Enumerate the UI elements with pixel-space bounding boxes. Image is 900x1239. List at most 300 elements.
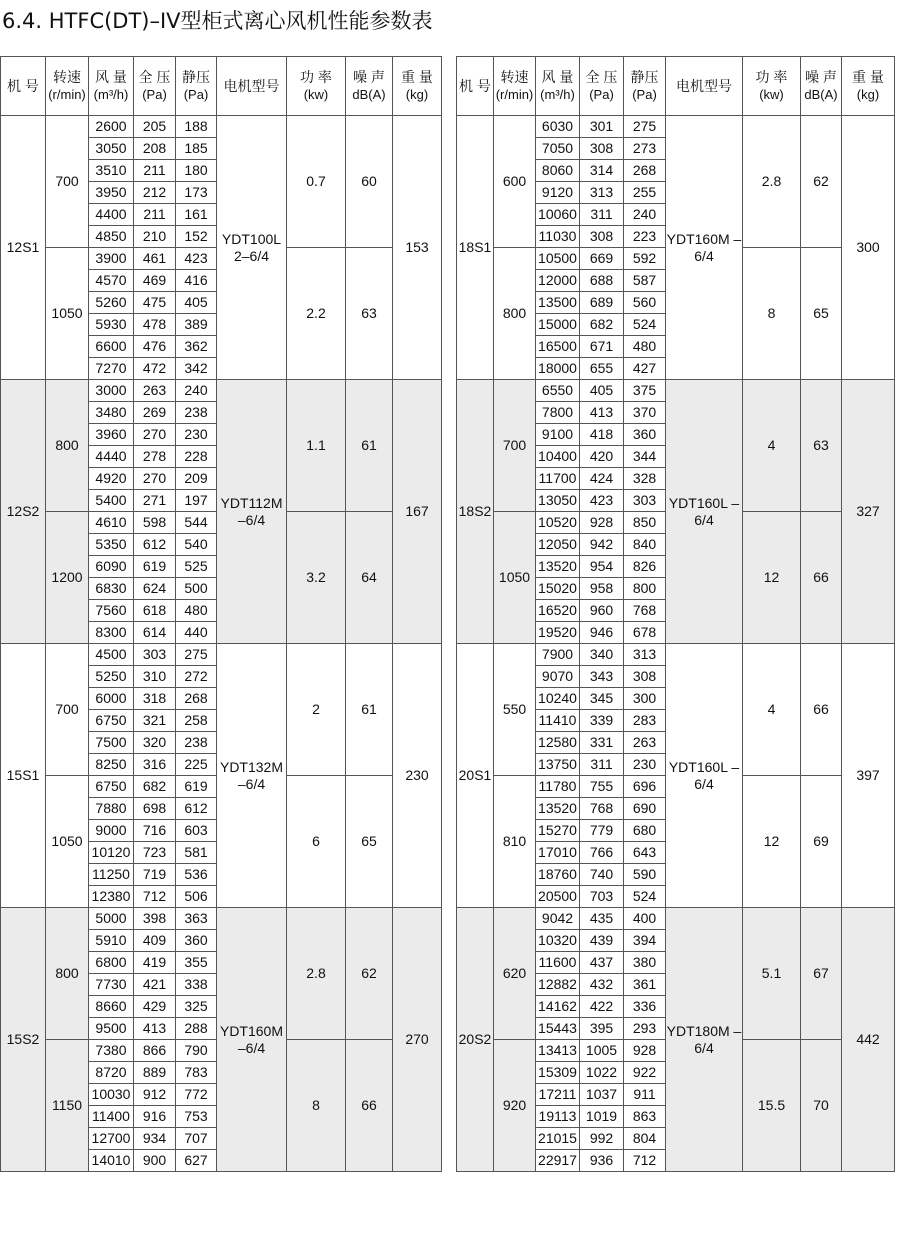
model-cell: 15S2	[1, 908, 46, 1172]
static-pressure-cell: 362	[176, 336, 217, 358]
flow-cell: 8300	[89, 622, 134, 644]
total-pressure-cell: 889	[134, 1062, 176, 1084]
static-pressure-cell: 288	[176, 1018, 217, 1040]
noise-cell: 65	[346, 776, 393, 908]
noise-cell: 69	[801, 776, 842, 908]
total-pressure-cell: 946	[580, 622, 624, 644]
motor-cell: YDT112M –6/4	[217, 380, 287, 644]
noise-cell: 63	[801, 380, 842, 512]
static-pressure-cell: 338	[176, 974, 217, 996]
weight-cell: 397	[842, 644, 895, 908]
static-pressure-cell: 592	[624, 248, 666, 270]
speed-cell: 620	[494, 908, 536, 1040]
total-pressure-cell: 421	[134, 974, 176, 996]
motor-cell: YDT100L 2–6/4	[217, 116, 287, 380]
flow-cell: 6550	[536, 380, 580, 402]
table-row	[1, 908, 442, 930]
total-pressure-cell: 301	[580, 116, 624, 138]
flow-cell: 4400	[89, 204, 134, 226]
flow-cell: 9042	[536, 908, 580, 930]
static-pressure-cell: 360	[624, 424, 666, 446]
flow-cell: 19113	[536, 1106, 580, 1128]
table-row	[1, 380, 442, 402]
header-noise-label: 噪 声	[353, 69, 385, 85]
power-cell: 1.1	[287, 380, 346, 512]
static-pressure-cell: 696	[624, 776, 666, 798]
total-pressure-cell: 413	[580, 402, 624, 424]
static-pressure-cell: 360	[176, 930, 217, 952]
total-pressure-cell: 210	[134, 226, 176, 248]
header-noise	[801, 57, 842, 116]
total-pressure-cell: 208	[134, 138, 176, 160]
weight-cell: 153	[393, 116, 442, 380]
header-static-pressure-label: 静压	[630, 69, 659, 85]
total-pressure-cell: 211	[134, 204, 176, 226]
total-pressure-cell: 1019	[580, 1106, 624, 1128]
total-pressure-cell: 960	[580, 600, 624, 622]
total-pressure-cell: 303	[134, 644, 176, 666]
speed-cell: 1050	[494, 512, 536, 644]
static-pressure-cell: 238	[176, 732, 217, 754]
noise-cell: 64	[346, 512, 393, 644]
total-pressure-cell: 308	[580, 138, 624, 160]
flow-cell: 8660	[89, 996, 134, 1018]
total-pressure-cell: 439	[580, 930, 624, 952]
total-pressure-cell: 716	[134, 820, 176, 842]
static-pressure-cell: 380	[624, 952, 666, 974]
header-motor	[666, 57, 743, 116]
static-pressure-cell: 826	[624, 556, 666, 578]
speed-cell: 800	[46, 908, 89, 1040]
total-pressure-cell: 339	[580, 710, 624, 732]
flow-cell: 11780	[536, 776, 580, 798]
total-pressure-cell: 313	[580, 182, 624, 204]
flow-cell: 5910	[89, 930, 134, 952]
static-pressure-cell: 228	[176, 446, 217, 468]
flow-cell: 18000	[536, 358, 580, 380]
flow-cell: 12380	[89, 886, 134, 908]
total-pressure-cell: 437	[580, 952, 624, 974]
static-pressure-cell: 587	[624, 270, 666, 292]
flow-cell: 7050	[536, 138, 580, 160]
left-parameter-table	[0, 56, 442, 1172]
total-pressure-cell: 936	[580, 1150, 624, 1172]
flow-cell: 12700	[89, 1128, 134, 1150]
flow-cell: 13500	[536, 292, 580, 314]
header-model	[1, 57, 46, 116]
total-pressure-cell: 271	[134, 490, 176, 512]
static-pressure-cell: 300	[624, 688, 666, 710]
header-noise	[346, 57, 393, 116]
header-motor-label: 电机型号	[676, 78, 732, 94]
weight-cell: 230	[393, 644, 442, 908]
flow-cell: 13520	[536, 556, 580, 578]
model-cell: 18S2	[457, 380, 494, 644]
static-pressure-cell: 197	[176, 490, 217, 512]
flow-cell: 6750	[89, 710, 134, 732]
header-noise-label: 噪 声	[805, 69, 837, 85]
total-pressure-cell: 478	[134, 314, 176, 336]
static-pressure-cell: 840	[624, 534, 666, 556]
static-pressure-cell: 263	[624, 732, 666, 754]
flow-cell: 7380	[89, 1040, 134, 1062]
static-pressure-cell: 524	[624, 314, 666, 336]
total-pressure-cell: 278	[134, 446, 176, 468]
total-pressure-cell: 423	[580, 490, 624, 512]
header-model-label: 机 号	[459, 78, 491, 94]
flow-cell: 20500	[536, 886, 580, 908]
flow-cell: 5000	[89, 908, 134, 930]
flow-cell: 11600	[536, 952, 580, 974]
total-pressure-cell: 779	[580, 820, 624, 842]
flow-cell: 14162	[536, 996, 580, 1018]
motor-cell: YDT160L –6/4	[666, 644, 743, 908]
noise-cell: 62	[801, 116, 842, 248]
flow-cell: 16520	[536, 600, 580, 622]
static-pressure-cell: 173	[176, 182, 217, 204]
total-pressure-cell: 340	[580, 644, 624, 666]
static-pressure-cell: 619	[176, 776, 217, 798]
static-pressure-cell: 690	[624, 798, 666, 820]
total-pressure-cell: 418	[580, 424, 624, 446]
noise-cell: 61	[346, 380, 393, 512]
static-pressure-cell: 342	[176, 358, 217, 380]
flow-cell: 5250	[89, 666, 134, 688]
noise-cell: 65	[801, 248, 842, 380]
header-total-pressure-label: 全 压	[138, 69, 171, 85]
static-pressure-cell: 525	[176, 556, 217, 578]
header-weight-label: 重 量	[401, 69, 433, 85]
static-pressure-cell: 544	[176, 512, 217, 534]
total-pressure-cell: 320	[134, 732, 176, 754]
total-pressure-cell: 419	[134, 952, 176, 974]
flow-cell: 7270	[89, 358, 134, 380]
static-pressure-cell: 427	[624, 358, 666, 380]
flow-cell: 14010	[89, 1150, 134, 1172]
header-speed-unit: (r/min)	[495, 87, 534, 102]
header-total-pressure	[134, 57, 176, 116]
total-pressure-cell: 316	[134, 754, 176, 776]
flow-cell: 6750	[89, 776, 134, 798]
static-pressure-cell: 500	[176, 578, 217, 600]
total-pressure-cell: 205	[134, 116, 176, 138]
table-row	[457, 116, 895, 138]
motor-cell: YDT132M –6/4	[217, 644, 287, 908]
power-cell: 12	[743, 512, 801, 644]
static-pressure-cell: 268	[624, 160, 666, 182]
model-cell: 20S2	[457, 908, 494, 1172]
motor-cell: YDT160L –6/4	[666, 380, 743, 644]
total-pressure-cell: 409	[134, 930, 176, 952]
weight-cell: 327	[842, 380, 895, 644]
static-pressure-cell: 272	[176, 666, 217, 688]
flow-cell: 8250	[89, 754, 134, 776]
total-pressure-cell: 422	[580, 996, 624, 1018]
header-flow-label: 风 量	[95, 69, 127, 85]
total-pressure-cell: 900	[134, 1150, 176, 1172]
flow-cell: 12882	[536, 974, 580, 996]
flow-cell: 13520	[536, 798, 580, 820]
total-pressure-cell: 619	[134, 556, 176, 578]
speed-cell: 700	[494, 380, 536, 512]
table-row	[457, 380, 895, 402]
model-cell: 20S1	[457, 644, 494, 908]
flow-cell: 3950	[89, 182, 134, 204]
total-pressure-cell: 475	[134, 292, 176, 314]
speed-cell: 920	[494, 1040, 536, 1172]
power-cell: 12	[743, 776, 801, 908]
speed-cell: 600	[494, 116, 536, 248]
total-pressure-cell: 719	[134, 864, 176, 886]
flow-cell: 3480	[89, 402, 134, 424]
static-pressure-cell: 240	[624, 204, 666, 226]
static-pressure-cell: 325	[176, 996, 217, 1018]
flow-cell: 11030	[536, 226, 580, 248]
static-pressure-cell: 480	[176, 600, 217, 622]
total-pressure-cell: 958	[580, 578, 624, 600]
right-parameter-table	[456, 56, 895, 1172]
static-pressure-cell: 258	[176, 710, 217, 732]
total-pressure-cell: 689	[580, 292, 624, 314]
static-pressure-cell: 394	[624, 930, 666, 952]
static-pressure-cell: 712	[624, 1150, 666, 1172]
header-flow	[536, 57, 580, 116]
static-pressure-cell: 313	[624, 644, 666, 666]
flow-cell: 17211	[536, 1084, 580, 1106]
flow-cell: 3960	[89, 424, 134, 446]
total-pressure-cell: 928	[580, 512, 624, 534]
static-pressure-cell: 188	[176, 116, 217, 138]
total-pressure-cell: 740	[580, 864, 624, 886]
table-row	[457, 644, 895, 666]
static-pressure-cell: 255	[624, 182, 666, 204]
total-pressure-cell: 212	[134, 182, 176, 204]
total-pressure-cell: 671	[580, 336, 624, 358]
weight-cell: 442	[842, 908, 895, 1172]
static-pressure-cell: 308	[624, 666, 666, 688]
total-pressure-cell: 614	[134, 622, 176, 644]
static-pressure-cell: 524	[624, 886, 666, 908]
header-speed	[494, 57, 536, 116]
flow-cell: 7900	[536, 644, 580, 666]
flow-cell: 16500	[536, 336, 580, 358]
speed-cell: 1150	[46, 1040, 89, 1172]
header-power	[743, 57, 801, 116]
header-speed-unit: (r/min)	[48, 87, 86, 102]
header-static-pressure-unit: (Pa)	[183, 87, 209, 102]
total-pressure-cell: 669	[580, 248, 624, 270]
static-pressure-cell: 423	[176, 248, 217, 270]
noise-cell: 66	[346, 1040, 393, 1172]
header-speed-label: 转速	[53, 69, 81, 85]
static-pressure-cell: 328	[624, 468, 666, 490]
static-pressure-cell: 275	[624, 116, 666, 138]
total-pressure-cell: 682	[580, 314, 624, 336]
total-pressure-cell: 1022	[580, 1062, 624, 1084]
power-cell: 4	[743, 380, 801, 512]
static-pressure-cell: 344	[624, 446, 666, 468]
static-pressure-cell: 293	[624, 1018, 666, 1040]
total-pressure-cell: 916	[134, 1106, 176, 1128]
flow-cell: 4920	[89, 468, 134, 490]
static-pressure-cell: 772	[176, 1084, 217, 1106]
flow-cell: 8060	[536, 160, 580, 182]
total-pressure-cell: 269	[134, 402, 176, 424]
table-row	[1, 644, 442, 666]
flow-cell: 10520	[536, 512, 580, 534]
static-pressure-cell: 863	[624, 1106, 666, 1128]
flow-cell: 19520	[536, 622, 580, 644]
power-cell: 8	[287, 1040, 346, 1172]
static-pressure-cell: 273	[624, 138, 666, 160]
power-cell: 5.1	[743, 908, 801, 1040]
total-pressure-cell: 942	[580, 534, 624, 556]
header-model-label: 机 号	[7, 78, 39, 94]
static-pressure-cell: 375	[624, 380, 666, 402]
static-pressure-cell: 506	[176, 886, 217, 908]
static-pressure-cell: 911	[624, 1084, 666, 1106]
total-pressure-cell: 263	[134, 380, 176, 402]
total-pressure-cell: 934	[134, 1128, 176, 1150]
flow-cell: 15270	[536, 820, 580, 842]
total-pressure-cell: 598	[134, 512, 176, 534]
power-cell: 4	[743, 644, 801, 776]
header-flow	[89, 57, 134, 116]
static-pressure-cell: 152	[176, 226, 217, 248]
flow-cell: 6090	[89, 556, 134, 578]
flow-cell: 9070	[536, 666, 580, 688]
flow-cell: 11700	[536, 468, 580, 490]
flow-cell: 9000	[89, 820, 134, 842]
total-pressure-cell: 270	[134, 424, 176, 446]
weight-cell: 167	[393, 380, 442, 644]
speed-cell: 1050	[46, 248, 89, 380]
static-pressure-cell: 336	[624, 996, 666, 1018]
total-pressure-cell: 395	[580, 1018, 624, 1040]
power-cell: 2.8	[743, 116, 801, 248]
flow-cell: 12050	[536, 534, 580, 556]
total-pressure-cell: 618	[134, 600, 176, 622]
header-speed-label: 转速	[500, 69, 529, 85]
flow-cell: 7800	[536, 402, 580, 424]
speed-cell: 1050	[46, 776, 89, 908]
flow-cell: 17010	[536, 842, 580, 864]
static-pressure-cell: 389	[176, 314, 217, 336]
flow-cell: 7880	[89, 798, 134, 820]
motor-cell: YDT160M –6/4	[217, 908, 287, 1172]
flow-cell: 5260	[89, 292, 134, 314]
header-model	[457, 57, 494, 116]
static-pressure-cell: 400	[624, 908, 666, 930]
power-cell: 0.7	[287, 116, 346, 248]
header-weight-unit: (kg)	[856, 87, 880, 102]
flow-cell: 6600	[89, 336, 134, 358]
noise-cell: 70	[801, 1040, 842, 1172]
flow-cell: 4440	[89, 446, 134, 468]
flow-cell: 4500	[89, 644, 134, 666]
flow-cell: 3510	[89, 160, 134, 182]
flow-cell: 9100	[536, 424, 580, 446]
total-pressure-cell: 655	[580, 358, 624, 380]
noise-cell: 61	[346, 644, 393, 776]
noise-cell: 67	[801, 908, 842, 1040]
total-pressure-cell: 310	[134, 666, 176, 688]
flow-cell: 4570	[89, 270, 134, 292]
total-pressure-cell: 405	[580, 380, 624, 402]
flow-cell: 11250	[89, 864, 134, 886]
static-pressure-cell: 240	[176, 380, 217, 402]
flow-cell: 6830	[89, 578, 134, 600]
model-cell: 12S2	[1, 380, 46, 644]
header-weight-unit: (kg)	[405, 87, 429, 102]
speed-cell: 810	[494, 776, 536, 908]
power-cell: 2.2	[287, 248, 346, 380]
total-pressure-cell: 413	[134, 1018, 176, 1040]
static-pressure-cell: 363	[176, 908, 217, 930]
static-pressure-cell: 790	[176, 1040, 217, 1062]
total-pressure-cell: 768	[580, 798, 624, 820]
header-power-unit: (kw)	[303, 87, 329, 102]
static-pressure-cell: 560	[624, 292, 666, 314]
total-pressure-cell: 1037	[580, 1084, 624, 1106]
flow-cell: 22917	[536, 1150, 580, 1172]
speed-cell: 800	[494, 248, 536, 380]
total-pressure-cell: 866	[134, 1040, 176, 1062]
total-pressure-cell: 461	[134, 248, 176, 270]
power-cell: 3.2	[287, 512, 346, 644]
static-pressure-cell: 540	[176, 534, 217, 556]
flow-cell: 4850	[89, 226, 134, 248]
flow-cell: 10320	[536, 930, 580, 952]
header-flow-unit: (m³/h)	[540, 87, 575, 102]
speed-cell: 800	[46, 380, 89, 512]
flow-cell: 6030	[536, 116, 580, 138]
noise-cell: 63	[346, 248, 393, 380]
header-power	[287, 57, 346, 116]
motor-cell: YDT180M –6/4	[666, 908, 743, 1172]
table-row	[1, 116, 442, 138]
flow-cell: 3900	[89, 248, 134, 270]
flow-cell: 10030	[89, 1084, 134, 1106]
flow-cell: 15020	[536, 578, 580, 600]
static-pressure-cell: 238	[176, 402, 217, 424]
flow-cell: 11400	[89, 1106, 134, 1128]
total-pressure-cell: 429	[134, 996, 176, 1018]
static-pressure-cell: 405	[176, 292, 217, 314]
flow-cell: 10500	[536, 248, 580, 270]
flow-cell: 4610	[89, 512, 134, 534]
static-pressure-cell: 612	[176, 798, 217, 820]
header-total-pressure-label: 全 压	[585, 69, 618, 85]
total-pressure-cell: 755	[580, 776, 624, 798]
noise-cell: 66	[801, 644, 842, 776]
static-pressure-cell: 581	[176, 842, 217, 864]
flow-cell: 9500	[89, 1018, 134, 1040]
total-pressure-cell: 992	[580, 1128, 624, 1150]
power-cell: 8	[743, 248, 801, 380]
static-pressure-cell: 361	[624, 974, 666, 996]
total-pressure-cell: 688	[580, 270, 624, 292]
power-cell: 2	[287, 644, 346, 776]
static-pressure-cell: 303	[624, 490, 666, 512]
table-row	[457, 908, 895, 930]
power-cell: 2.8	[287, 908, 346, 1040]
total-pressure-cell: 318	[134, 688, 176, 710]
flow-cell: 18760	[536, 864, 580, 886]
total-pressure-cell: 398	[134, 908, 176, 930]
header-speed	[46, 57, 89, 116]
static-pressure-cell: 590	[624, 864, 666, 886]
